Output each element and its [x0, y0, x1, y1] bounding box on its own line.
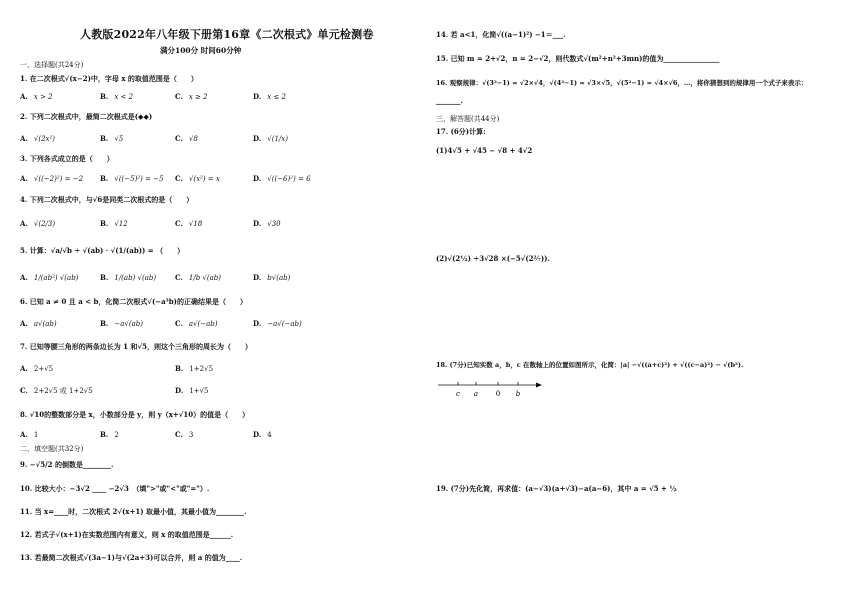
q8-option-a: A. 1: [20, 430, 39, 439]
question-8: 8. √10的整数部分是 x，小数部分是 y，则 y（x+√10）的值是（ ）: [20, 410, 250, 419]
question-15: 15. 已知 m = 2+√2，n = 2−√2，则代数式√(m²+n²+3mn)的值为________________: [436, 54, 720, 63]
question-19: 19. (7分)先化简，再求值：(a−√3)(a+√3)−a(a−6)，其中 a = √5 + ½: [436, 484, 677, 493]
q6-option-a: A. a√(ab): [20, 319, 57, 328]
q6-option-d: D. −a√(−ab): [253, 319, 302, 328]
q8-option-c: C. 3: [175, 430, 194, 439]
question-17-part-2: (2)√(2½) ÷3√28 ×(−5√(2²⁄₇)).: [436, 254, 550, 263]
question-3: 3. 下列各式成立的是（ ）: [20, 154, 114, 163]
q4-option-d: D. √30: [253, 219, 281, 228]
question-11: 11. 当 x=____时，二次根式 2√(x+1) 取最小值，其最小值为________.: [20, 507, 247, 516]
section-heading: 一、选择题(共24分): [20, 61, 84, 69]
q4-option-b: B. √12: [100, 219, 128, 228]
q3-option-a: A. √((−2)²) = −2: [20, 174, 84, 183]
q3-option-c: C. √(x²) = x: [175, 174, 220, 183]
q1-option-c: C. x ≥ 2: [175, 92, 208, 101]
question-1: 1. 在二次根式√(x−2)中，字母 x 的取值范围是（ ）: [20, 74, 198, 83]
axis-label-b: b: [515, 390, 521, 398]
question-10: 10. 比较大小：−3√2 ____ −2√3 （填">"或"<"或"="）.: [20, 484, 210, 493]
section-heading: 二、填空题(共32分): [20, 445, 84, 453]
page-subtitle: 满分100分 时间60分钟: [160, 46, 242, 55]
axis-label-c: c: [456, 390, 460, 398]
question-17: 17. (6分)计算:: [436, 127, 486, 136]
question-16-blank: _______.: [436, 96, 463, 105]
q5-option-d: D. b√(ab): [253, 273, 291, 282]
axis-label-zero: 0: [495, 390, 501, 398]
number-line: [436, 378, 546, 402]
question-12: 12. 若式子√(x+1)在实数范围内有意义，则 x 的取值范围是______.: [20, 530, 234, 539]
q2-option-b: B. √5: [100, 134, 124, 143]
q6-option-c: C. a√(−ab): [175, 319, 218, 328]
q1-option-b: B. x < 2: [100, 92, 134, 101]
page-title: 人教版2022年八年级下册第16章《二次根式》单元检测卷: [80, 28, 374, 41]
question-5: 5. 计算：√a/√b ÷ √(ab) · √(1/(ab)) = （ ）: [20, 246, 185, 255]
q2-option-d: D. √(1/x): [253, 134, 288, 143]
section-heading: 三、解答题(共44分): [436, 115, 500, 123]
q8-option-d: D. 4: [253, 430, 272, 439]
q4-option-c: C. √18: [175, 219, 203, 228]
q7-option-d: D. 1+√5: [175, 386, 209, 395]
question-13: 13. 若最简二次根式√(3a−1)与√(2a+3)可以合并，则 a 的值为____.: [20, 553, 243, 562]
q8-option-b: B. 2: [100, 430, 119, 439]
q5-option-a: A. 1/(ab²) √(ab): [20, 273, 79, 282]
question-9: 9. −√5/2 的倒数是________.: [20, 460, 114, 469]
q4-option-a: A. √(2/3): [20, 219, 56, 228]
q5-option-b: B. 1/(ab) √(ab): [100, 273, 157, 282]
q7-option-b: B. 1+2√5: [175, 364, 214, 373]
question-18: 18. (7分)已知实数 a，b，c 在数轴上的位置如图所示，化简：|a| −√((a+c)²) + √((c−a)²) − √(b²).: [436, 361, 744, 369]
question-2: 2. 下列二次根式中，最简二次根式是(◆◆): [20, 112, 153, 121]
q7-option-c: C. 2+2√5 或 1+2√5: [20, 386, 93, 395]
q7-option-a: A. 2+√5: [20, 364, 54, 373]
q6-option-b: B. −a√(ab): [100, 319, 143, 328]
q2-option-c: C. √8: [175, 134, 198, 143]
question-6: 6. 已知 a ≠ 0 且 a < b，化简二次根式√(−a³b)的正确结果是（ ）: [20, 297, 247, 306]
question-16: 16. 观察规律：√(3²−1) = √2×√4，√(4²−1) = √3×√5，√(5²−1) = √4×√6，…，将你猜想到的规律用一个式子来表示：: [436, 79, 808, 87]
question-14: 14. 若 a<1，化简√((a−1)²) −1＝___.: [436, 30, 566, 39]
axis-label-a: a: [473, 390, 479, 398]
q1-option-a: A. x > 2: [20, 92, 53, 101]
question-17-part-1: (1)4√5 + √45 − √8 + 4√2: [436, 146, 533, 155]
q1-option-d: D. x ≤ 2: [253, 92, 286, 101]
question-4: 4. 下列二次根式中，与√6是同类二次根式的是（ ）: [20, 195, 194, 204]
question-7: 7. 已知等腰三角形的两条边长为 1 和√5，则这个三角形的周长为（ ）: [20, 342, 252, 351]
q2-option-a: A. √(2x²): [20, 134, 56, 143]
q5-option-c: C. 1/b √(ab): [175, 273, 221, 282]
q3-option-b: B. √((−5)²) = −5: [100, 174, 164, 183]
q3-option-d: D. √((−6)²) = 6: [253, 174, 311, 183]
